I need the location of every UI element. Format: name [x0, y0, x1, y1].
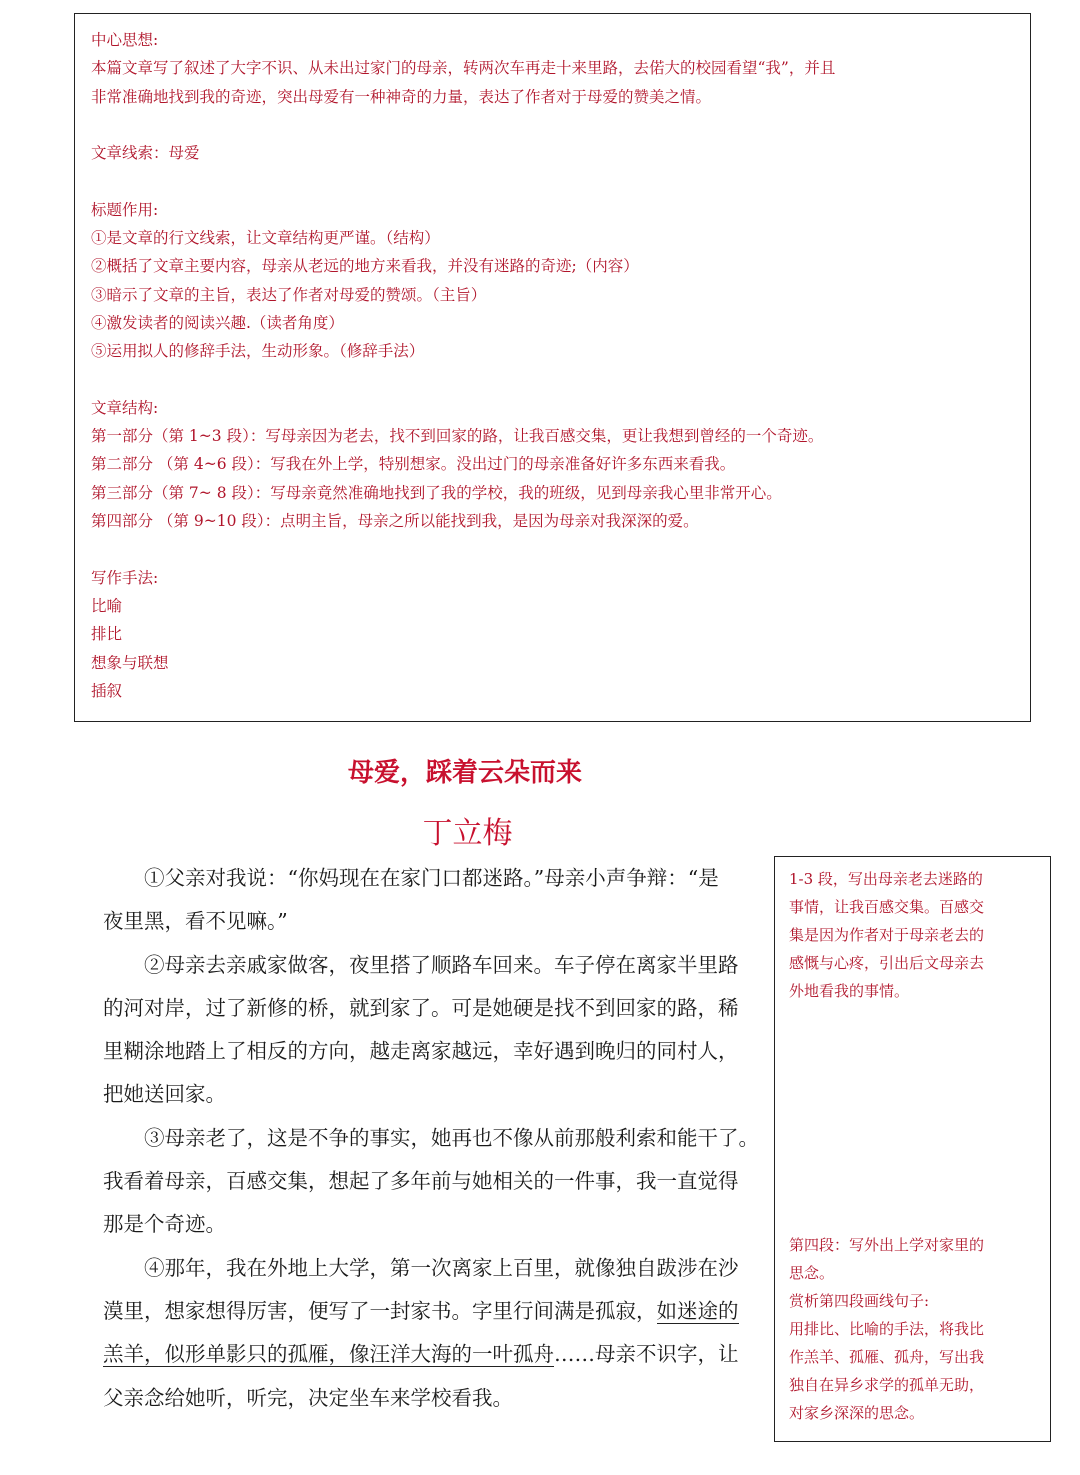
margin-note-line: 思念。 — [789, 1264, 835, 1282]
technique-heading: 写作手法: — [91, 568, 159, 587]
margin-note-line: 第四段：写外出上学对家里的 — [789, 1236, 985, 1254]
structure-item: 第一部分（第 1~3 段）：写母亲因为老去，找不到回家的路，让我百感交集，更让我想到曾经的一个奇迹。 — [91, 427, 824, 446]
margin-note-1 — [789, 865, 1042, 1005]
center-idea-heading: 中心思想: — [91, 31, 159, 49]
article-title: 母爱，踩着云朵而来 — [347, 758, 582, 788]
paragraph-line: 父亲念给她听，听完，决定坐车来学校看我。 — [103, 1385, 513, 1410]
margin-note-line: 1-3 段，写出母亲老去迷路的 — [789, 870, 983, 888]
paragraph-line — [103, 1290, 773, 1333]
analysis-notes-box — [74, 13, 1031, 722]
article-author: 丁立梅 — [422, 816, 513, 851]
structure-heading: 文章结构: — [91, 398, 159, 417]
technique-item: 插叙 — [91, 681, 123, 700]
paragraph-line: ①父亲对我说：“你妈现在在家门口都迷路。”母亲小声争辩：“是 — [144, 866, 719, 890]
title-function-item: ②概括了文章主要内容，母亲从老远的地方来看我，并没有迷路的奇迹;（内容） — [91, 257, 639, 276]
margin-note-line: 感慨与心疼，引出后文母亲去 — [789, 954, 985, 972]
margin-note-line: 独自在异乡求学的孤单无助， — [789, 1376, 985, 1394]
paragraph-line: 的河对岸，过了新修的桥，就到家了。可是她硬是找不到回家的路，稀 — [103, 995, 739, 1020]
margin-note-line: 赏析第四段画线句子: — [789, 1292, 930, 1310]
margin-note-line: 集是因为作者对于母亲老去的 — [789, 926, 985, 944]
title-function-item: ④激发读者的阅读兴趣.（读者角度） — [91, 313, 344, 332]
center-idea-line: 非常准确地找到我的奇迹，突出母爱有一种神奇的力量，表达了作者对于母爱的赞美之情。 — [91, 87, 712, 106]
technique-item: 排比 — [91, 625, 123, 644]
margin-note-line: 事情，让我百感交集。百感交 — [789, 898, 985, 916]
underlined-sentence: 如迷途的 — [656, 1298, 739, 1323]
paragraph-line: 夜里黑，看不见嘛。” — [103, 909, 288, 934]
underlined-sentence: 羔羊，似形单影只的孤雁，像汪洋大海的一叶孤舟 — [103, 1342, 554, 1367]
paragraph-line: ③母亲老了，这是不争的事实，她再也不像从前那般利索和能干了。 — [144, 1125, 759, 1150]
structure-item: 第三部分（第 7~ 8 段）：写母亲竟然准确地找到了我的学校，我的班级，见到母亲我心里非常开心。 — [91, 483, 782, 502]
margin-note-2 — [789, 1231, 984, 1427]
paragraph-line: 那是个奇迹。 — [103, 1212, 226, 1237]
title-function-heading: 标题作用: — [91, 200, 159, 219]
margin-note-line: 用排比、比喻的手法，将我比 — [789, 1320, 985, 1338]
structure-item: 第四部分 （第 9~10 段）：点明主旨，母亲之所以能找到我，是因为母亲对我深深的爱。 — [91, 512, 699, 531]
article-clue: 文章线索：母爱 — [91, 144, 200, 163]
title-function-item: ③暗示了文章的主旨，表达了作者对母爱的赞颂。（主旨） — [91, 285, 487, 304]
paragraph-line — [103, 1333, 773, 1376]
line-text: 漠里，想家想得厉害，便写了一封家书。字里行间满是孤寂， — [103, 1298, 657, 1323]
paragraph-line: 把她送回家。 — [103, 1082, 226, 1107]
margin-note-line: 外地看我的事情。 — [789, 982, 910, 1000]
paragraph-line: ④那年，我在外地上大学，第一次离家上百里，就像独自跋涉在沙 — [144, 1255, 739, 1280]
technique-item: 想象与联想 — [91, 653, 169, 672]
paragraph-line: ②母亲去亲戚家做客，夜里搭了顺路车回来。车子停在离家半里路 — [144, 952, 739, 977]
paragraph-line: 我看着母亲，百感交集，想起了多年前与她相关的一件事，我一直觉得 — [103, 1169, 739, 1194]
title-function-item: ⑤运用拟人的修辞手法，生动形象。（修辞手法） — [91, 342, 425, 361]
article-body — [103, 857, 773, 1420]
paragraph-line: 里糊涂地踏上了相反的方向，越走离家越远，幸好遇到晚归的同村人， — [103, 1039, 739, 1064]
margin-note-line: 作羔羊、孤雁、孤舟，写出我 — [789, 1348, 985, 1366]
structure-item: 第二部分 （第 4~6 段）：写我在外上学，特别想家。没出过门的母亲准备好许多东西来看我。 — [91, 455, 736, 474]
margin-notes-box — [774, 856, 1051, 1442]
line-text: ……母亲不识字，让 — [554, 1342, 739, 1367]
title-function-item: ①是文章的行文线索，让文章结构更严谨。（结构） — [91, 229, 440, 248]
technique-item: 比喻 — [91, 596, 123, 615]
margin-note-line: 对家乡深深的思念。 — [789, 1404, 925, 1422]
center-idea-line: 本篇文章写了叙述了大字不识、从未出过家门的母亲，转两次车再走十来里路，去偌大的校园看望“我”，并且 — [91, 59, 836, 78]
